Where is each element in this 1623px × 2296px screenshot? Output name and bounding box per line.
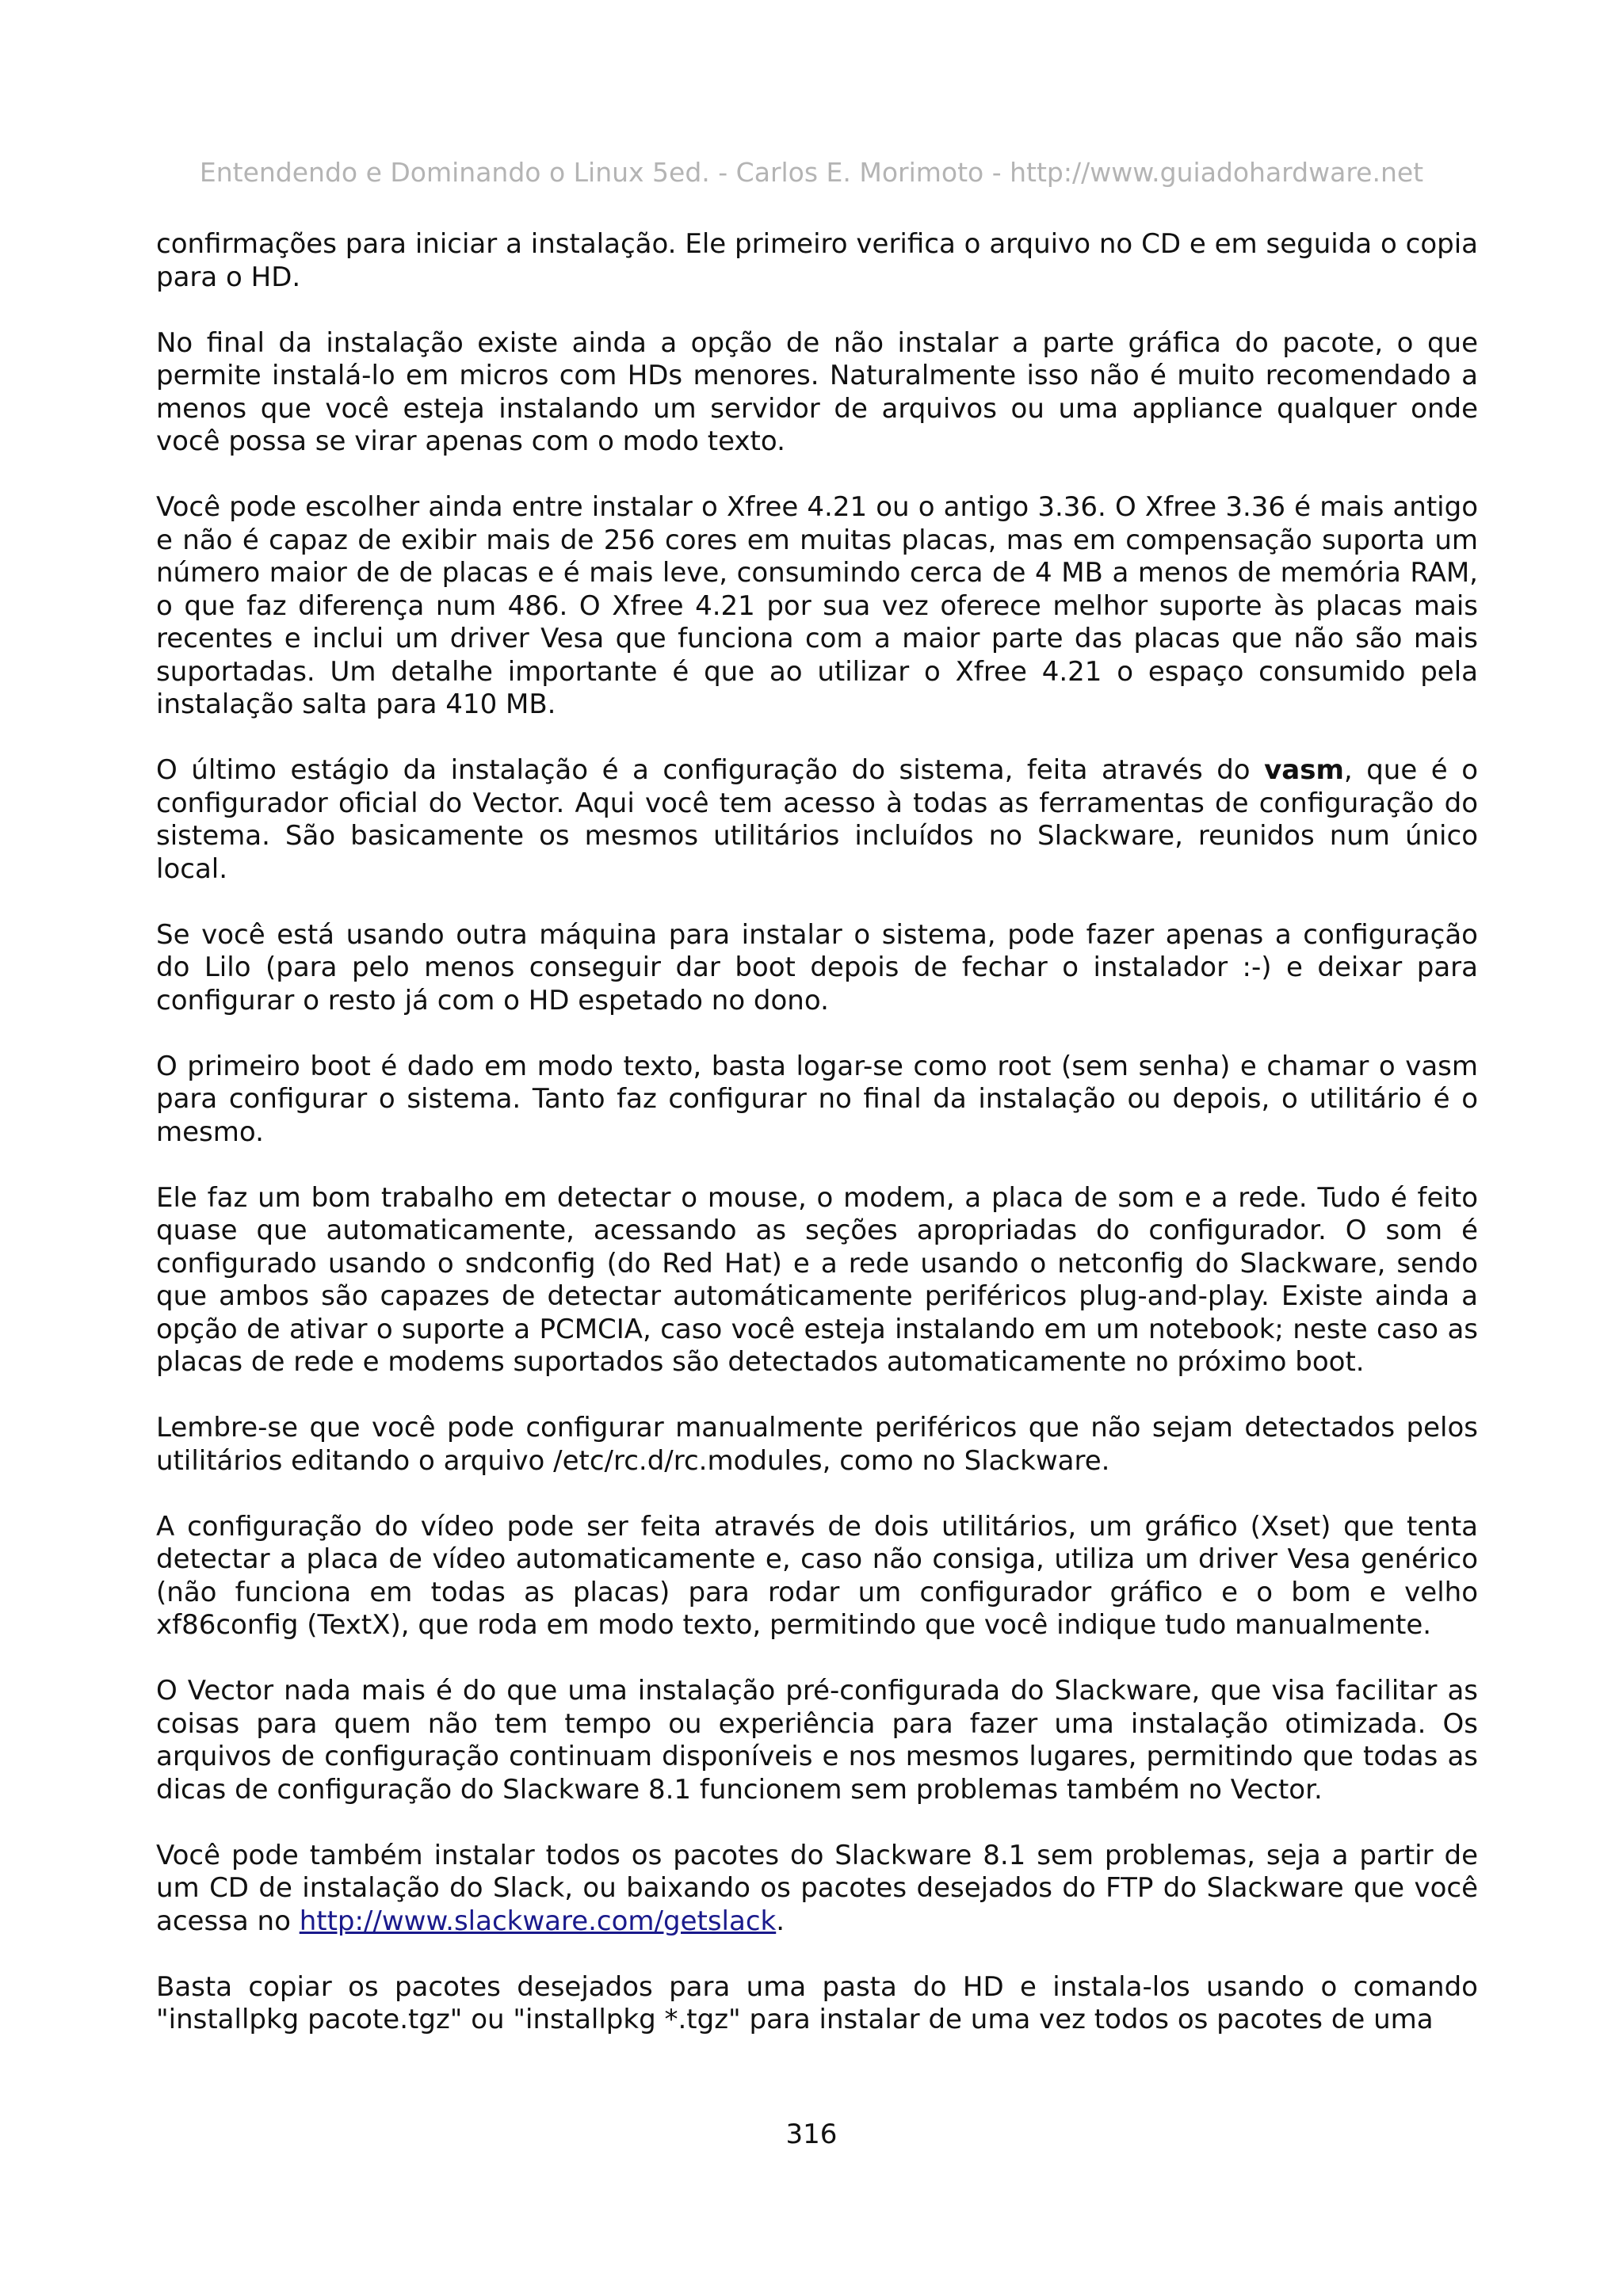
paragraph-5: Se você está usando outra máquina para instalar o sistema, pode fazer apenas a configuração do Lilo (para pelo menos conseguir dar boot depois de fechar o instalador :-) e deixar para configurar o resto já com o HD espetado no dono. — [156, 918, 1478, 1016]
paragraph-11-text-after: . — [776, 1905, 785, 1937]
paragraph-6: O primeiro boot é dado em modo texto, basta logar-se como root (sem senha) e chamar o vasm para configurar o sistema. Tanto faz configurar no final da instalação ou depois, o utilitário é o mesmo. — [156, 1050, 1478, 1148]
page-header: Entendendo e Dominando o Linux 5ed. - Carlos E. Morimoto - http://www.guiadohardware.net — [199, 157, 1424, 188]
paragraph-10: O Vector nada mais é do que uma instalação pré-configurada do Slackware, que visa facilitar as coisas para quem não tem tempo ou experiência para fazer uma instalação otimizada. Os arquivos de configuração continuam disponíveis e nos mesmos lugares, permitindo que todas as dicas de configuração do Slackware 8.1 funcionem sem problemas também no Vector. — [156, 1675, 1478, 1806]
paragraph-11 — [156, 1840, 1478, 1939]
page-number: 316 — [785, 2119, 838, 2150]
paragraph-4-text-before: O último estágio da instalação é a configuração do sistema, feita através do — [156, 754, 1265, 786]
paragraph-4 — [156, 754, 1478, 886]
paragraph-11-text-before: Você pode também instalar todos os pacotes do Slackware 8.1 sem problemas, seja a partir de um CD de instalação do Slack, ou baixando os pacotes desejados do FTP do Slackware que você acessa no — [156, 1839, 1478, 1937]
paragraph-9: A configuração do vídeo pode ser feita através de dois utilitários, um gráfico (Xset) que tenta detectar a placa de vídeo automaticamente e, caso não consiga, utiliza um driver Vesa genérico (não funciona em todas as placas) para rodar um configurador gráfico e o bom e velho xf86config (TextX), que roda em modo texto, permitindo que você indique tudo manualmente. — [156, 1510, 1478, 1641]
paragraph-1: confirmações para iniciar a instalação. Ele primeiro verifica o arquivo no CD e em seguida o copia para o HD. — [156, 228, 1478, 293]
slackware-getslack-link[interactable]: http://www.slackware.com/getslack — [299, 1905, 777, 1937]
document-body — [156, 228, 1478, 2037]
paragraph-8: Lembre-se que você pode configurar manualmente periféricos que não sejam detectados pelos utilitários editando o arquivo /etc/rc.d/rc.modules, como no Slackware. — [156, 1412, 1478, 1477]
paragraph-2: No final da instalação existe ainda a opção de não instalar a parte gráfica do pacote, o que permite instalá-lo em micros com HDs menores. Naturalmente isso não é muito recomendado a menos que você esteja instalando um servidor de arquivos ou uma appliance qualquer onde você possa se virar apenas com o modo texto. — [156, 326, 1478, 457]
vasm-bold-term: vasm — [1264, 754, 1344, 786]
paragraph-7: Ele faz um bom trabalho em detectar o mouse, o modem, a placa de som e a rede. Tudo é feito quase que automaticamente, acessando as seções apropriadas do configurador. O som é configurado usando o sndconfig (do Red Hat) e a rede usando o netconfig do Slackware, sendo que ambos são capazes de detectar automáticamente periféricos plug-and-play. Existe ainda a opção de ativar o suporte a PCMCIA, caso você esteja instalando em um notebook; neste caso as placas de rede e modems suportados são detectados automaticamente no próximo boot. — [156, 1181, 1478, 1378]
paragraph-4-text-after: , que é o configurador oficial do Vector. Aqui você tem acesso à todas as ferramentas de configuração do sistema. São basicamente os mesmos utilitários incluídos no Slackware, reunidos num único local. — [156, 754, 1479, 885]
paragraph-12: Basta copiar os pacotes desejados para uma pasta do HD e instala-los usando o comando "installpkg pacote.tgz" ou "installpkg *.tgz" para instalar de uma vez todos os pacotes de uma — [156, 1970, 1478, 2035]
paragraph-3: Você pode escolher ainda entre instalar o Xfree 4.21 ou o antigo 3.36. O Xfree 3.36 é mais antigo e não é capaz de exibir mais de 256 cores em muitas placas, mas em compensação suporta um número maior de de placas e é mais leve, consumindo cerca de 4 MB a menos de memória RAM, o que faz diferença num 486. O Xfree 4.21 por sua vez oferece melhor suporte às placas mais recentes e inclui um driver Vesa que funciona com a maior parte das placas que não são mais suportadas. Um detalhe importante é que ao utilizar o Xfree 4.21 o espaço consumido pela instalação salta para 410 MB. — [156, 491, 1478, 720]
